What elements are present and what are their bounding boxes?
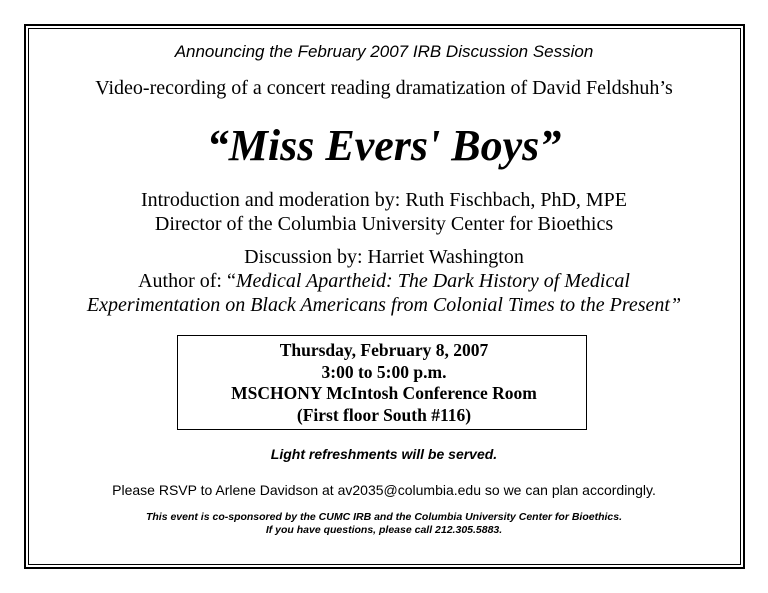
introduction-affiliation: Director of the Columbia University Center for Bioethics (154, 213, 614, 235)
announcement-heading: Announcing the February 2007 IRB Discussion Session (174, 42, 594, 61)
book-title-line2 (0, 293, 768, 317)
cosponsor-line: This event is co-sponsored by the CUMC IRB and the Columbia University Center for Bioethics. (145, 511, 623, 523)
event-room: (First floor South #116) (296, 404, 472, 425)
author-prefix: Author of: “ (138, 270, 236, 292)
questions-line: If you have questions, please call 212.305.5883. (265, 524, 503, 536)
book-title-part1: Medical Apartheid: The Dark History of Medical (235, 270, 630, 292)
discussion-speaker: Discussion by: Harriet Washington (244, 246, 524, 268)
refreshments-note: Light refreshments will be served. (270, 446, 498, 462)
book-title-line1 (0, 269, 768, 293)
book-title-part2: Experimentation on Black Americans from Colonial Times to the Present” (86, 294, 682, 316)
introduction-moderator: Introduction and moderation by: Ruth Fischbach, PhD, MPE (140, 189, 628, 211)
introduction-block (0, 188, 768, 236)
event-details (0, 340, 768, 426)
discussion-block (0, 245, 768, 317)
event-location: MSCHONY McIntosh Conference Room (231, 383, 537, 403)
event-date: Thursday, February 8, 2007 (279, 340, 489, 360)
cosponsor-note (0, 511, 768, 537)
event-time: 3:00 to 5:00 p.m. (321, 361, 447, 382)
play-title: “Miss Evers' Boys” (206, 121, 562, 170)
rsvp-note: Please RSVP to Arlene Davidson at av2035@columbia.edu so we can plan accordingly. (112, 482, 656, 498)
subtitle: Video-recording of a concert reading dramatization of David Feldshuh’s (95, 77, 673, 99)
